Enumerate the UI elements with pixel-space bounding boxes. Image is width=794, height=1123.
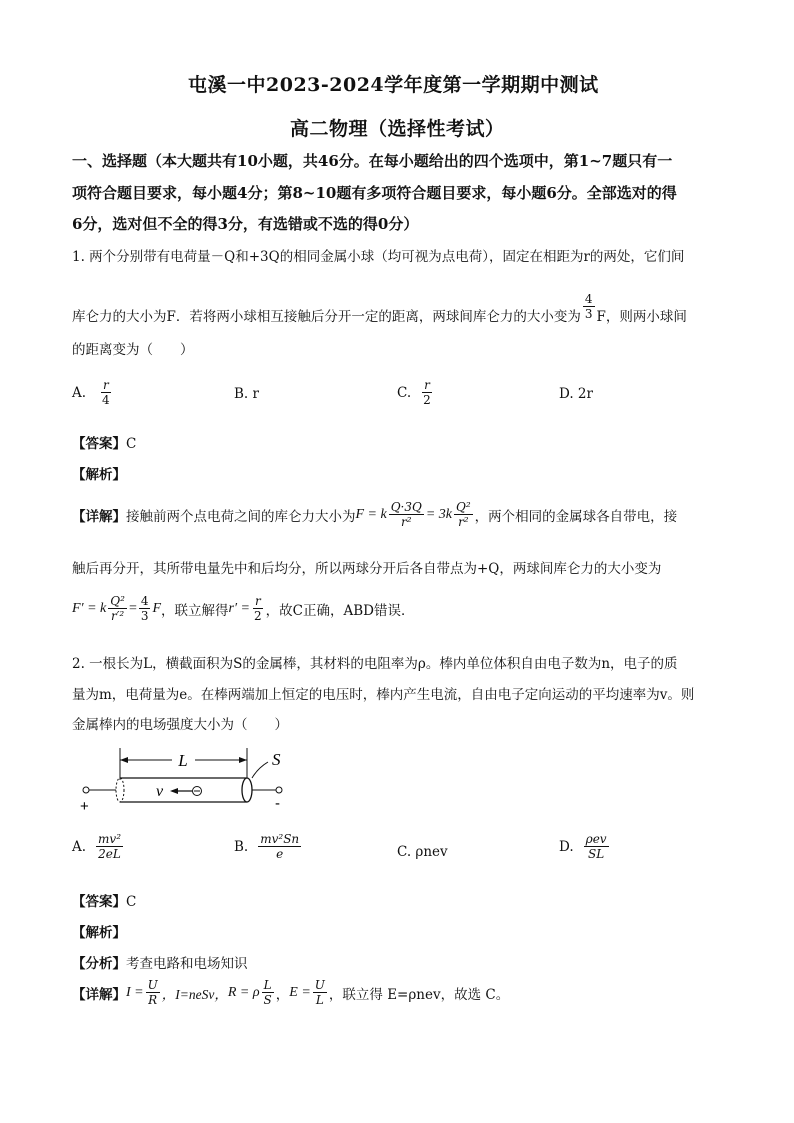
detail-text: ，两个相同的金属球各自带电，接: [474, 508, 678, 525]
exam-title: 屯溪一中2023-2024学年度第一学期期中测试: [188, 74, 599, 96]
formula-frac: [313, 978, 327, 1007]
frac-num: r: [254, 594, 261, 608]
q1-detail-line1: [72, 500, 677, 529]
formula-frac: [454, 500, 473, 529]
frac-den: r²: [401, 515, 412, 529]
terminal-right: [276, 787, 282, 793]
formula-e: E =: [289, 984, 311, 1000]
rod-left-end: [116, 778, 124, 802]
formula-frac: [252, 594, 264, 623]
q1-option-d: D. 2r: [559, 386, 593, 402]
section-instruction-line2: 项符合题目要求，每小题4分；第8~10题有多项符合题目要求，每小题6分。全部选对的得: [72, 184, 677, 202]
q2-option-a-frac: [96, 832, 123, 861]
q2-option-d-label: D.: [559, 838, 574, 855]
frac-den: e: [276, 847, 284, 861]
formula-frac: [139, 594, 151, 623]
formula-r: r′ =: [228, 600, 251, 616]
frac-num: U: [314, 978, 325, 992]
terminal-left: [83, 787, 89, 793]
area-leader-line: [252, 762, 268, 778]
q2-option-b-label: B.: [234, 838, 249, 855]
q2-option-d-frac: [584, 832, 609, 861]
answer-tag: 【答案】: [72, 436, 126, 452]
frac-den: 3: [140, 609, 149, 623]
q2-option-a-label: A.: [72, 838, 87, 855]
q1-stem-line2: [72, 292, 687, 329]
formula-eq: = 3k: [425, 506, 453, 522]
formula-f: F′ = k: [72, 600, 107, 616]
frac-num: r: [102, 378, 109, 392]
q1-stem-text-a: 库仑力的大小为F．若将两小球相互接触后分开一定的距离，两球间库仑力的大小变为: [72, 308, 581, 325]
section-instruction-line1: 一、选择题（本大题共有10小题，共46分。在每小题给出的四个选项中，第1~7题只有一: [72, 152, 673, 170]
fenxi-tag: 【分析】: [72, 956, 126, 972]
answer-value: C: [126, 436, 137, 452]
frac-den: r²: [458, 515, 469, 529]
frac-den: S: [263, 993, 272, 1007]
q1-fraction-num: 4: [584, 292, 593, 306]
detail-text: ，I=neSv，: [161, 986, 228, 1002]
frac-num: Q·3Q: [390, 500, 422, 514]
q1-stem-line3: 的距离变为（ ）: [72, 342, 194, 358]
frac-den: R: [148, 993, 158, 1007]
frac-num: 4: [140, 594, 149, 608]
q1-option-b: B. r: [234, 386, 259, 402]
section-instruction-line3: 6分，选对但不全的得3分，有选错或不选的得0分）: [72, 215, 419, 233]
frac-den: r′²: [110, 609, 125, 623]
fenxi-text: 考查电路和电场知识: [126, 956, 248, 972]
exam-subtitle: 高二物理（选择性考试）: [290, 118, 505, 140]
q2-fenxi: [72, 952, 248, 972]
q1-detail-line2: 触后再分开，其所带电量先中和后均分，所以两球分开后各自带点为+Q，两球间库仑力的大小变为: [72, 561, 662, 577]
frac-num: Q²: [110, 594, 125, 608]
q1-fraction-den: 3: [584, 307, 593, 321]
formula-frac: [146, 978, 160, 1007]
frac-num: r: [424, 378, 430, 392]
plus-sign: +: [80, 798, 89, 815]
q2-stem-line2: 量为m，电荷量为e。在棒两端加上恒定的电压时，棒内产生电流，自由电子定向运动的平均速率为v。则: [72, 687, 695, 703]
q2-option-a: [72, 832, 125, 861]
length-label: L: [178, 751, 188, 770]
velocity-arrow-head: [170, 788, 178, 794]
frac-num: mv²: [98, 832, 122, 846]
detail-tag: 【详解】: [72, 508, 126, 525]
formula-r: R = ρ: [227, 984, 260, 1000]
q1-stem-text-b: F，则两小球间: [596, 308, 687, 325]
q2-option-b-frac: [258, 832, 301, 861]
detail-text: ，联立解得: [161, 602, 229, 619]
formula-i: I =: [126, 984, 144, 1000]
answer-tag: 【答案】: [72, 894, 126, 910]
frac-num: U: [147, 978, 158, 992]
q1-option-a-label: A.: [72, 384, 87, 401]
detail-text: 接触前两个点电荷之间的库仑力大小为: [126, 508, 356, 525]
detail-tag: 【详解】: [72, 986, 126, 1003]
q1-option-c-label: C.: [397, 384, 412, 401]
frac-num: Q²: [456, 500, 471, 514]
formula-frac: [262, 978, 274, 1007]
dim-arrow-right: [239, 757, 247, 763]
q1-analysis-tag: 【解析】: [72, 467, 126, 483]
q2-stem-line1: 2. 一根长为L，横截面积为S的金属棒，其材料的电阻率为ρ。棒内单位体积自由电子数为n，电子的质: [72, 656, 678, 672]
q1-option-c-frac: [421, 378, 433, 407]
q2-option-c: C. ρnev: [397, 844, 448, 860]
formula-frac: [389, 500, 424, 529]
answer-value: C: [126, 894, 137, 910]
q2-option-b: [234, 832, 303, 861]
dim-arrow-left: [120, 757, 128, 763]
formula-eq: =: [128, 600, 137, 616]
q2-option-d: [559, 832, 611, 861]
formula-f: F = k: [355, 506, 387, 522]
frac-den: SL: [588, 847, 605, 861]
q2-detail-line: [72, 978, 509, 1007]
metal-rod-diagram: [72, 740, 312, 815]
area-label: S: [272, 750, 281, 769]
q1-answer: [72, 432, 136, 452]
formula-F: F: [152, 600, 162, 616]
minus-sign: -: [275, 795, 280, 812]
frac-den: 2: [423, 393, 431, 407]
formula-frac: [108, 594, 127, 623]
detail-text: ，联立得 E=ρnev，故选 C。: [328, 986, 510, 1003]
velocity-label: v: [156, 783, 164, 800]
q1-option-a-frac: [100, 378, 112, 407]
frac-num: L: [263, 978, 272, 992]
q2-stem-line3: 金属棒内的电场强度大小为（ ）: [72, 717, 288, 733]
detail-text: ，: [275, 986, 290, 1003]
q1-option-c: [397, 378, 435, 407]
q2-answer: [72, 890, 136, 910]
frac-den: 2eL: [98, 847, 121, 861]
q2-analysis-tag: 【解析】: [72, 925, 126, 941]
detail-text: ，故C正确，ABD错误．: [265, 602, 415, 619]
frac-num: ρev: [585, 832, 607, 846]
q1-fraction: [583, 292, 595, 321]
q1-stem-line1: 1. 两个分别带有电荷量－Q和+3Q的相同金属小球（均可视为点电荷），固定在相距为r的两处，它们间: [72, 249, 685, 265]
q1-option-a: [72, 378, 114, 407]
frac-num: mv²Sn: [260, 832, 300, 846]
frac-den: L: [315, 993, 324, 1007]
frac-den: 2: [254, 609, 262, 623]
frac-den: 4: [102, 393, 110, 407]
q1-detail-line3: [72, 594, 414, 623]
rod-right-end: [242, 778, 252, 802]
